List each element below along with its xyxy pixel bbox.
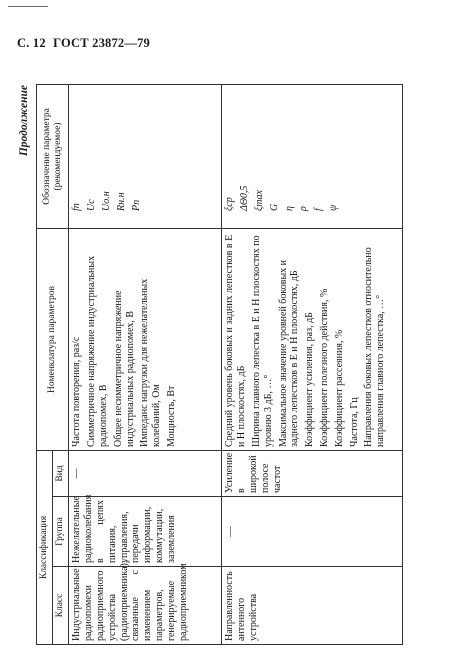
symbol-item: ξср	[224, 197, 236, 211]
param-item: Импеданс нагрузки для нежелательных колебаний, Ом	[139, 278, 163, 447]
param-item: Частота повторения, раз/с	[71, 336, 83, 447]
class-header: Класс	[53, 567, 69, 645]
classification-header: Классификация	[37, 450, 53, 644]
param-item: Общее несимметричное напряжение индустриальных радиопомех, В	[112, 290, 136, 447]
param-item: Симметричное напряжение индустриальных радиопомех, В	[86, 255, 109, 447]
param-item: Мощность, Вт	[165, 385, 177, 447]
params-cell	[69, 228, 222, 450]
symbol-item: G	[268, 203, 280, 211]
class-cell: Индустриальные радиопомехи радиоприемного устройства (радиоприемника), связанные с изменением параметров, генерируемые радиоприемником	[69, 567, 222, 645]
table-row	[222, 84, 403, 644]
symbol-item: f	[313, 208, 325, 211]
param-item: Коэффициент полезного действия, %	[318, 288, 330, 447]
symbols-cell	[69, 84, 222, 228]
symbol-item: Uс	[86, 199, 98, 211]
symbol-item: fп	[71, 203, 83, 211]
group-value: —	[224, 526, 237, 537]
param-item: Максимальное значение уровней боковых и заднего лепестков в E и H плоскостях, дБ	[277, 259, 301, 447]
symbol-header: Обозначение параметра (рекомендуемое)	[37, 84, 69, 228]
params-cell	[222, 228, 403, 450]
param-item: Коэффициент усиления, раз, дБ	[304, 312, 316, 447]
parameters-table	[36, 84, 403, 645]
kind-cell	[69, 450, 222, 496]
params-header: Номенклатура параметров	[37, 228, 69, 450]
group-cell: Нежелательные радиоколебания в цепях питания, управления, передачи информации, коммутации, заземления	[69, 497, 222, 567]
symbol-item: Uо.н	[101, 191, 112, 211]
symbol-item: ψ	[327, 204, 339, 211]
param-item: Частота, Гц	[348, 397, 360, 447]
symbol-item: ΔΘ0,5	[239, 185, 251, 211]
rotated-content	[18, 80, 430, 645]
param-item: Средний уровень боковых и задних лепестков в E и H плоскостях, дБ	[224, 234, 248, 447]
symbol-item: ρ	[298, 206, 310, 211]
param-item: Коэффициент рассеяния, %	[333, 329, 345, 447]
page-header	[17, 36, 154, 51]
group-cell	[222, 497, 403, 567]
standard-number: ГОСТ 23872—79	[53, 36, 150, 50]
group-header: Группа	[53, 497, 69, 567]
page-number: С. 12	[17, 36, 46, 50]
symbol-item: η	[283, 206, 295, 211]
class-cell: Направленность антенного устройства	[222, 567, 403, 645]
symbols-cell	[222, 84, 403, 228]
rotated-page	[18, 80, 430, 645]
continuation-label: Продолжение	[18, 85, 30, 157]
kind-value: —	[71, 468, 83, 479]
header-rule	[8, 6, 48, 7]
symbol-item: ξmax	[254, 190, 265, 211]
table-row	[69, 84, 222, 644]
symbol-item: Rн.н	[115, 192, 127, 211]
param-item: Направления боковых лепестков относительно направления главного лепестка, …°	[363, 247, 387, 447]
kind-cell: Усиление в широкой полосе частот	[222, 450, 403, 496]
kind-header: Вид	[53, 450, 69, 496]
param-item: Ширина главного лепестка в E и H плоскостях по уровню 3 дБ, …°	[251, 235, 274, 447]
symbol-item: Pп	[130, 199, 142, 211]
